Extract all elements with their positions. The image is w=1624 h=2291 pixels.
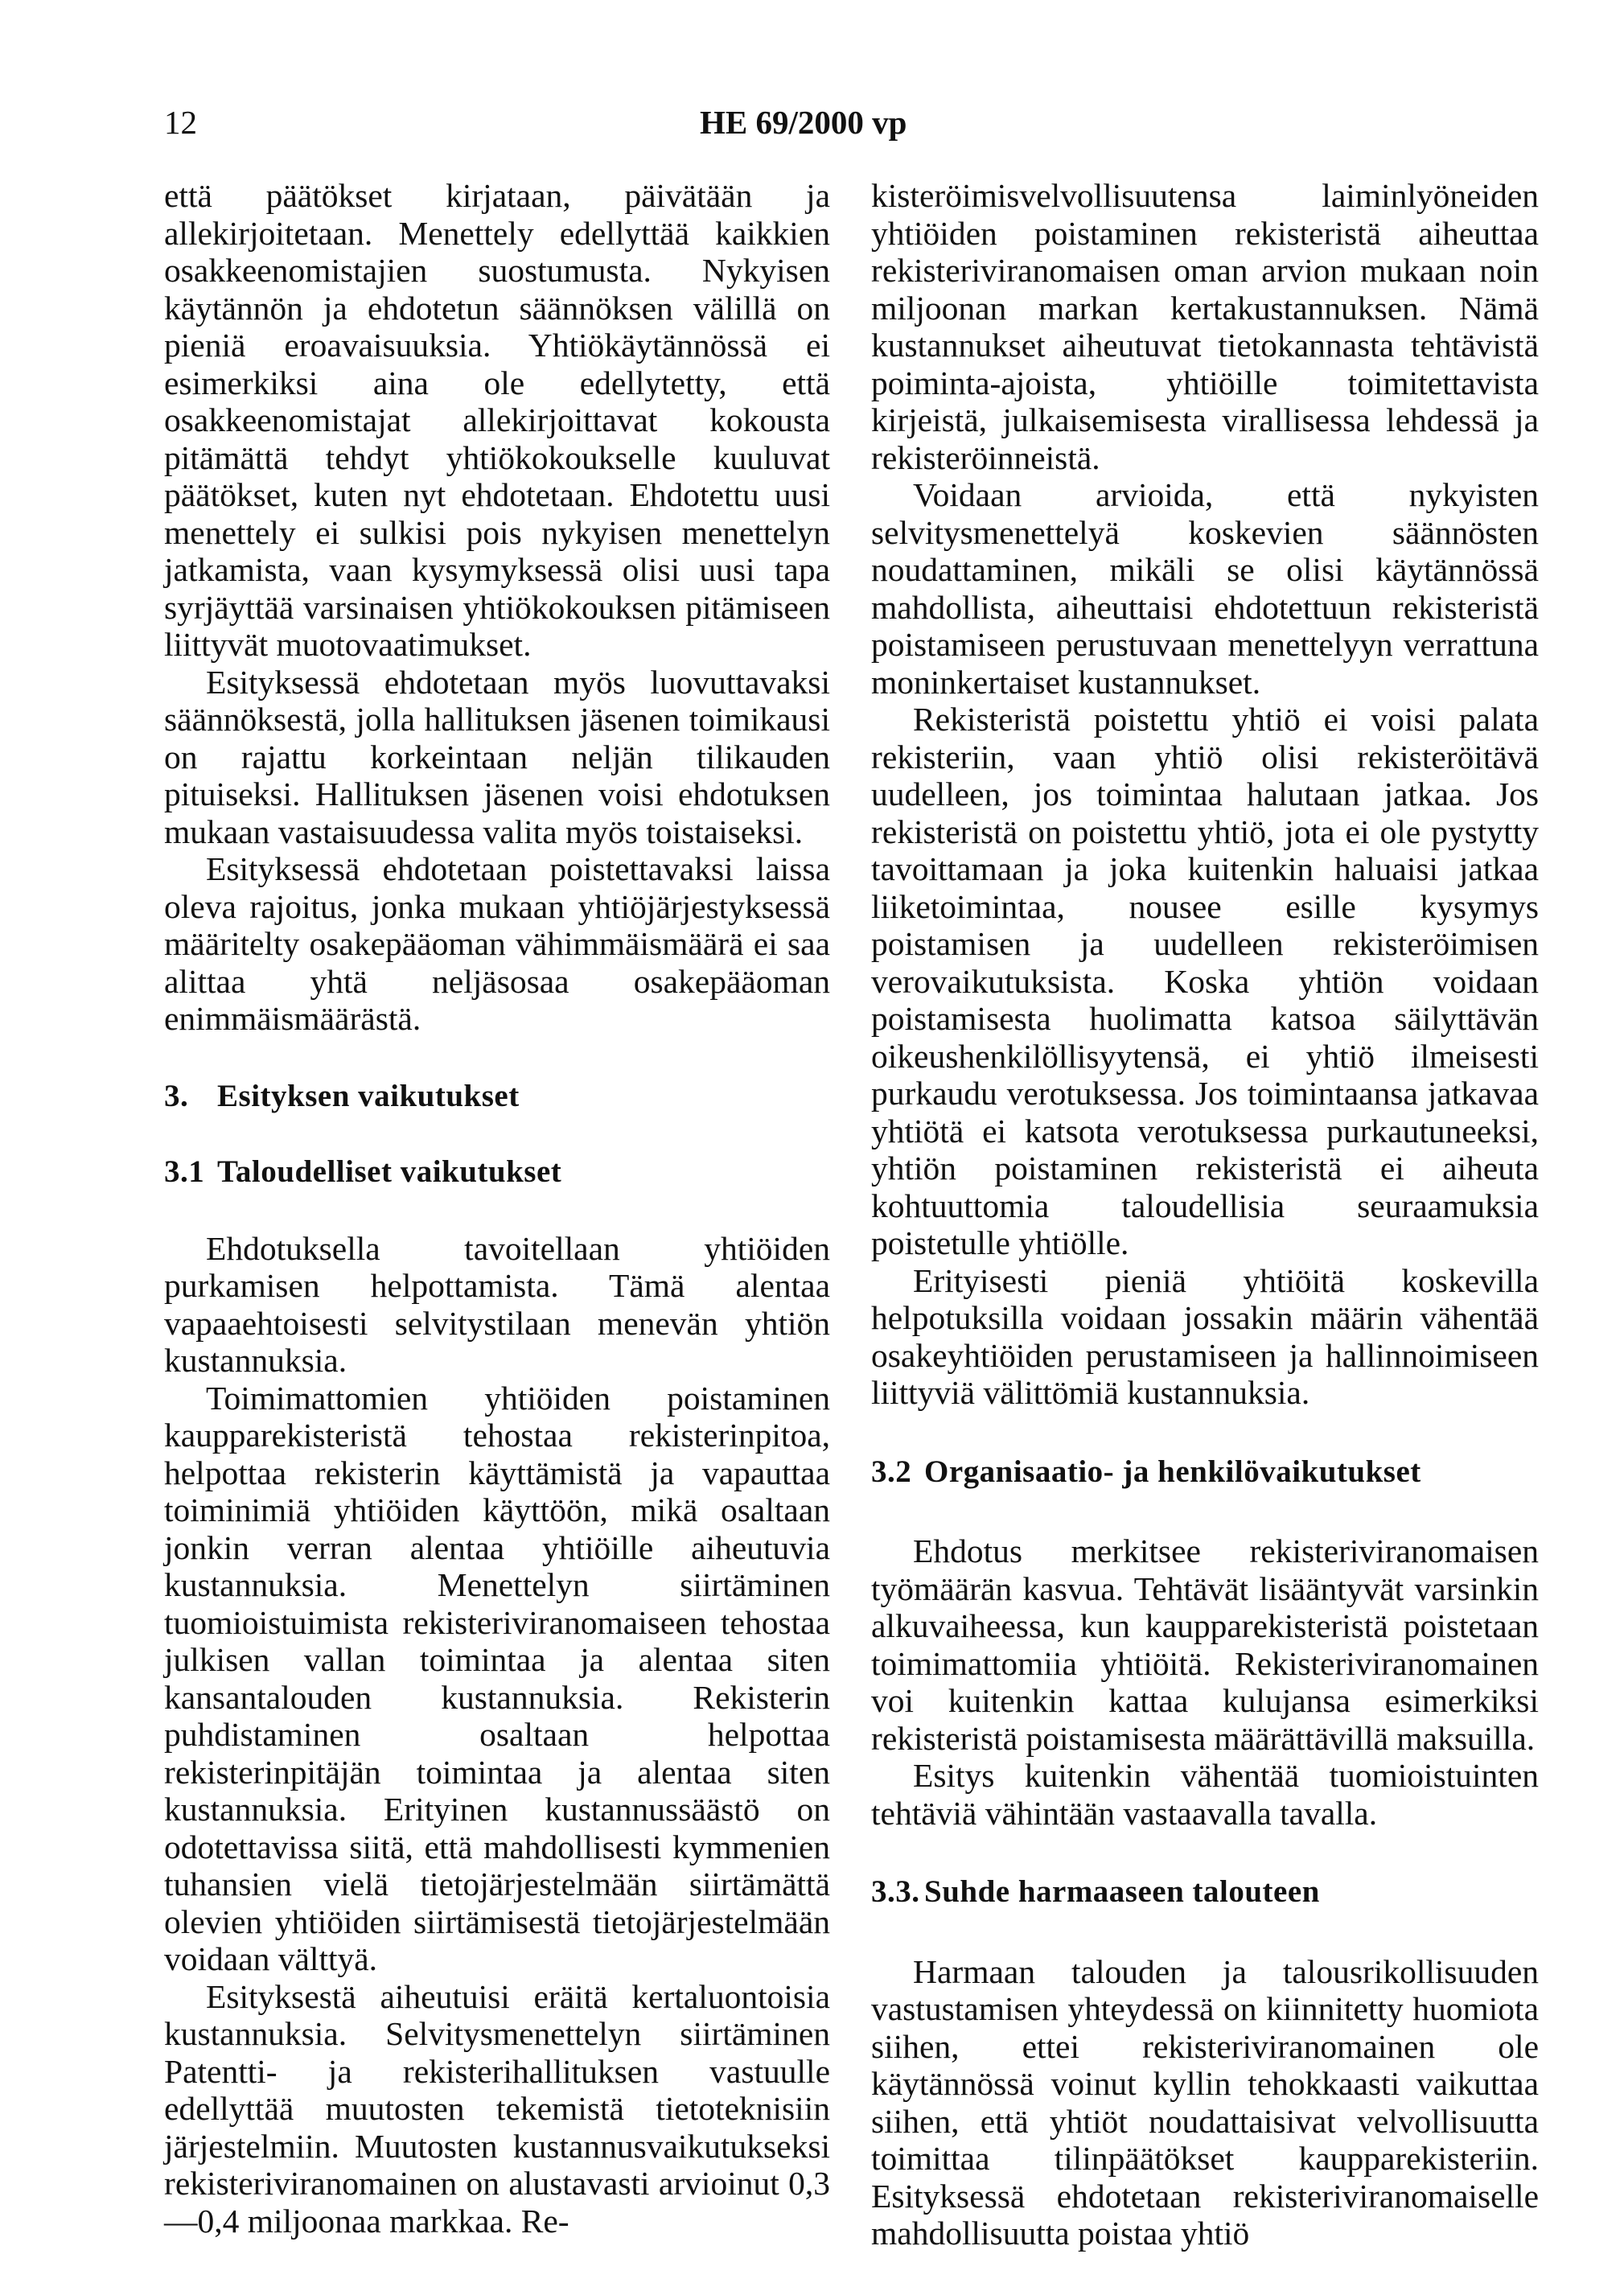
section-title: Esityksen vaikutukset bbox=[217, 1078, 520, 1113]
page-number: 12 bbox=[164, 104, 197, 141]
paragraph: Esityksessä ehdotetaan poistettavaksi laissa oleva rajoitus, jonka mukaan yhtiöjärjestyksessä määritelty osakepääoman vähimmäismäärä ei saa alittaa yhtä neljäsosaa osakepääoman enimmäismäärästä. bbox=[164, 850, 830, 1037]
paragraph: Erityisesti pieniä yhtiöitä koskevilla helpotuksilla voidaan jossakin määrin vähentää osakeyhtiöiden perustamiseen ja hallinnoimiseen liittyviä välittömiä kustannuksia. bbox=[871, 1261, 1539, 1411]
section-number: 3.1 bbox=[164, 1154, 205, 1189]
paragraph: Esityksestä aiheutuisi eräitä kertaluontoisia kustannuksia. Selvitysmenettelyn siirtäminen Patentti- ja rekisterihallituksen vastuulle edellyttää muutosten tekemistä tietoteknisiin järjestelmiin. Muutosten kustannusvaikutukseksi rekisteriviranomainen on alustavasti arvioinut 0,3—0,4 miljoonaa markkaa. Re- bbox=[164, 1977, 830, 2240]
section-number: 3. bbox=[164, 1078, 189, 1113]
section-heading-3 bbox=[164, 1078, 830, 1116]
paragraph: että päätökset kirjataan, päivätään ja allekirjoitetaan. Menettely edellyttää kaikkien osakkeenomistajien suostumusta. Nykyisen käytännön ja ehdotetun säännöksen välillä on pieniä eroavaisuuksia. Yhtiökäytännössä ei esimerkiksi aina ole edellytetty, että osakkeenomistajat allekirjoittavat kokousta pitämättä tehdyt yhtiökokoukselle kuuluvat päätökset, kuten nyt ehdotetaan. Ehdotettu uusi menettely ei sulkisi pois nykyisen menettelyn jatkamista, vaan kysymyksessä olisi uusi tapa syrjäyttää varsinaisen yhtiökokouksen pitämiseen liittyvät muotovaatimukset. bbox=[164, 177, 830, 663]
left-column bbox=[164, 177, 830, 2240]
right-column bbox=[871, 177, 1539, 2252]
paragraph: Harmaan talouden ja talousrikollisuuden vastustamisen yhteydessä on kiinnitetty huomiota siihen, ettei rekisteriviranomainen ole käytännössä voinut kyllin tehokkaasti vaikuttaa siihen, että yhtiöt noudattaisivat velvollisuutta toimittaa tilinpäätökset kaupparekisteriin. Esityksessä ehdotetaan rekisteriviranomaiselle mahdollisuutta poistaa yhtiö bbox=[871, 1952, 1539, 2252]
paragraph: Toimimattomien yhtiöiden poistaminen kaupparekisteristä tehostaa rekisterinpitoa, helpottaa rekisterin käyttämistä ja vapauttaa toiminimiä yhtiöiden käyttöön, mikä osaltaan jonkin verran alentaa yhtiöille aiheutuvia kustannuksia. Menettelyn siirtäminen tuomioistuimista rekisteriviranomaiseen tehostaa julkisen vallan toimintaa ja alentaa siten kansantalouden kustannuksia. Rekisterin puhdistaminen osaltaan helpottaa rekisterinpitäjän toimintaa ja alentaa siten kustannuksia. Erityinen kustannussäästö on odotettavissa siitä, että mahdollisesti kymmenien tuhansien vielä tietojärjestelmään siirtämättä olevien yhtiöiden siirtämisestä tietojärjestelmään voidaan välttyä. bbox=[164, 1379, 830, 1977]
section-heading-3-3 bbox=[871, 1874, 1539, 1911]
paragraph: Esitys kuitenkin vähentää tuomioistuinten tehtäviä vähintään vastaavalla tavalla. bbox=[871, 1757, 1539, 1832]
section-title: Suhde harmaaseen talouteen bbox=[924, 1874, 1320, 1909]
paragraph: Voidaan arvioida, että nykyisten selvitysmenettelyä koskevien säännösten noudattaminen, mikäli se olisi käytännössä mahdollista, aiheuttaisi ehdotettuun rekisteristä poistamiseen perustuvaan menettelyyn verrattuna moninkertaiset kustannukset. bbox=[871, 476, 1539, 701]
section-heading-3-2 bbox=[871, 1454, 1539, 1491]
section-title: Organisaatio- ja henkilövaikutukset bbox=[924, 1454, 1421, 1489]
paragraph: Ehdotus merkitsee rekisteriviranomaisen työmäärän kasvua. Tehtävät lisääntyvät varsinkin alkuvaiheessa, kun kaupparekisteristä poistetaan toimimattomiia yhtiöitä. Rekisteriviranomainen voi kuitenkin kattaa kulujansa esimerkiksi rekisteristä poistamisesta määrättävillä maksuilla. bbox=[871, 1532, 1539, 1757]
paragraph: Ehdotuksella tavoitellaan yhtiöiden purkamisen helpottamista. Tämä alentaa vapaaehtoisesti selvitystilaan menevän yhtiön kustannuksia. bbox=[164, 1229, 830, 1379]
section-number: 3.3. bbox=[871, 1874, 920, 1909]
document-id: HE 69/2000 vp bbox=[700, 104, 907, 141]
section-heading-3-1 bbox=[164, 1154, 830, 1191]
paragraph: kisteröimisvelvollisuutensa laiminlyöneiden yhtiöiden poistaminen rekisteristä aiheuttaa rekisteriviranomaisen oman arvion mukaan noin miljoonan markan kertakustannuksen. Nämä kustannukset aiheutuvat tietokannasta tehtävistä poiminta-ajoista, yhtiöille toimitettavista kirjeistä, julkaisemisesta virallisessa lehdessä ja rekisteröinneistä. bbox=[871, 177, 1539, 476]
paragraph: Esityksessä ehdotetaan myös luovuttavaksi säännöksestä, jolla hallituksen jäsenen toimikausi on rajattu korkeintaan neljän tilikauden pituiseksi. Hallituksen jäsenen voisi ehdotuksen mukaan vastaisuudessa valita myös toistaiseksi. bbox=[164, 663, 830, 850]
section-title: Taloudelliset vaikutukset bbox=[217, 1154, 562, 1189]
section-number: 3.2 bbox=[871, 1454, 912, 1489]
paragraph: Rekisteristä poistettu yhtiö ei voisi palata rekisteriin, vaan yhtiö olisi rekisteröitävä uudelleen, jos toimintaa halutaan jatkaa. Jos rekisteristä on poistettu yhtiö, jota ei ole pystytty tavoittamaan ja joka kuitenkin haluaisi jatkaa liiketoimintaa, nousee esille kysymys poistamisen ja uudelleen rekisteröimisen verovaikutuksista. Koska yhtiön voidaan poistamisesta huolimatta katsoa säilyttävän oikeushenkilöllisyytensä, ei yhtiö ilmeisesti purkaudu verotuksessa. Jos toimintaansa jatkavaa yhtiötä ei katsota verotuksessa purkautuneeksi, yhtiön poistaminen rekisteristä ei aiheuta kohtuuttomia taloudellisia seuraamuksia poistetulle yhtiölle. bbox=[871, 701, 1539, 1261]
